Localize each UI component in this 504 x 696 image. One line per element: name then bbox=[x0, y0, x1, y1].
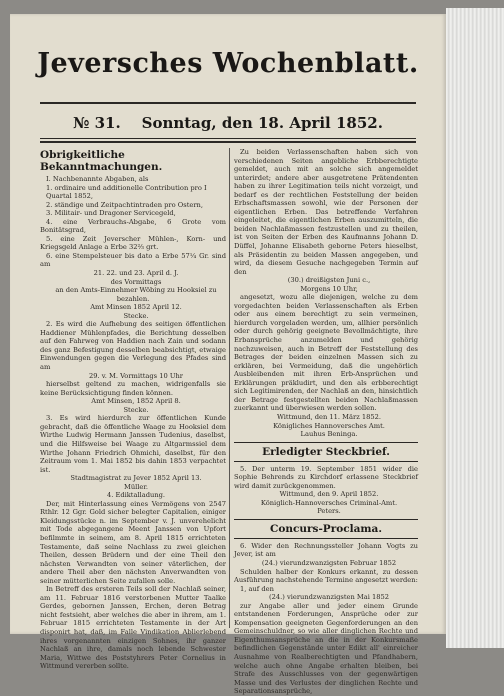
text-paragraph: Wittmund, den 11. März 1852. bbox=[276, 412, 381, 421]
text-paragraph: (24.) vierundzwanzigsten Mai 1852 bbox=[268, 593, 390, 602]
section-rule bbox=[234, 519, 418, 520]
text-paragraph: angesetzt, wozu alle diejenigen, welche zu dem vorgedachten beiden Verlassenschaften als Erben oder aus einem berechtigt zu sein vermeinen, hierdurch vorgeladen werden, um, allhier persönlich oder durch gehörig geeignete Bevollmächtigte, ihre Erbansprüche anzumelden und gehörig nachzuweisen, auch in Betreff der Feststellung des Betrages der beiden einzelnen Massen sich zu erklären, bei Vermeidung, daß die ungehörlich Ausbleibenden mit ihren Erb-Ansprüchen und Erklärungen präkludirt, und den als erbberechtigt sich Legitimirenden, der Nachlaß an den, hinsichtlich der Betrage festgestellten beiden Nachlaßmassen zuerkannt und überwiesen werden sollen. bbox=[234, 293, 418, 413]
text-paragraph: Wittmund, den 9. April 1852. bbox=[279, 490, 379, 499]
newspaper-page bbox=[10, 14, 446, 696]
masthead-rule-top bbox=[40, 102, 416, 104]
text-paragraph: Müller. bbox=[124, 482, 148, 491]
masthead-rule-bottom-2 bbox=[40, 141, 416, 143]
section-rule bbox=[234, 538, 418, 539]
right-column-text-bankruptcy bbox=[234, 542, 418, 696]
section-title-official-notices: Obrigkeitliche Bekanntmachungen. bbox=[40, 149, 163, 173]
text-paragraph: 1. ordinaire und additionelle Contribution pro I bbox=[46, 183, 207, 192]
section-title-bankruptcy-proclamation: Concurs-Proclama. bbox=[269, 522, 382, 535]
section-rule bbox=[234, 461, 418, 462]
text-paragraph: 4. Ediktalladung. bbox=[106, 491, 166, 500]
text-paragraph: 2. Es wird die Aufhebung des seitigen öffentlichen Haddiener Mühlenpfades, die Berichtung desselben auf den Fahrweg von Haddien nach Zain und sodann des ganz Befestigung desselben beabsichtigt, etwaige Einwendungen gegen die Verlegung des Pfades sind am bbox=[40, 320, 226, 372]
text-paragraph: Quartal 1852, bbox=[46, 192, 94, 201]
text-paragraph: Stecke. bbox=[123, 311, 149, 320]
right-column bbox=[234, 148, 418, 696]
column-divider bbox=[229, 148, 230, 628]
section-title-warrant-revoked: Erledigter Steckbrief. bbox=[262, 445, 390, 458]
text-paragraph: 21. 22. und 23. April d. J. bbox=[93, 269, 179, 278]
text-paragraph: 2. ständige und Zeitpachtintraden pro Ostern, bbox=[46, 200, 203, 209]
text-paragraph: zur Angabe aller und jeder einem Grunde entstandenen Forderungen, Ansprüche oder zur Kompensation geeigneten Gegenforderungen an den Gemeinschuldner, so wie aller dinglichen Rechte und Eigenthumsansprüche an die in der Konkursmaße befindlichen Gegenstände unter Edikt all' einreicher Ausnahme von Realberechtigten und Pfandhabern, welche auch ohne Angabe erhalten bleiben, bei Strafe des Ausschlusses von der gegenwärtigen Masse und des Verlustes der dinglichen Rechte und Separationsansprüche, bbox=[234, 601, 418, 696]
text-paragraph: 3. Militair- und Dragoner Servicegeld, bbox=[46, 209, 176, 218]
text-paragraph: Stadtmagistrat zu Jever 1852 April 13. bbox=[70, 474, 202, 483]
left-column-text bbox=[40, 175, 226, 671]
text-paragraph: Stecke. bbox=[123, 405, 149, 414]
text-paragraph: Peters. bbox=[317, 507, 341, 516]
text-paragraph: 5. eine Zeit Jeverscher Mühlen-, Korn- und Kriegsgeld Anlage a Erbe 32⅔ grt. bbox=[40, 234, 226, 252]
masthead-rule-bottom-1 bbox=[40, 138, 416, 139]
text-paragraph: Königliches Hannoversches Amt. bbox=[273, 421, 385, 430]
text-paragraph: Zu beiden Verlassenschaften haben sich von verschiedenen Seiten angebliche Erbberechtigte gemeldet, auch mit an solche sich angemeldet unterirdet; andere aber ausgetretene Prätendenten haben zu ihrer Legitimation teils nicht vorzeigt, und bedarf es der rechtlichen Feststellung der beiden Erbschaftsmassen sowohl, wie der Personen der eigentlichen Erben. Das betreffende Verfahren eingeleitet, die eigentlichen Erben auszumitteln, die beiden Nachlaßmassen festzustellen und zu theilen, ist von Seiten der Erben des Kaufmanns Johann D. Düffel, Johanne Elisabeth geborne Peters hieselbst, als Präsidentin zu beiden Massen angegeben, und wird, da diesem Gesuche nachgegeben Termin auf den bbox=[234, 148, 418, 276]
issue-line bbox=[10, 114, 446, 132]
right-column-text-top bbox=[234, 148, 418, 439]
text-paragraph: des Vormittags bbox=[110, 277, 162, 286]
text-paragraph: an den Amts-Einnehmer Wöbing zu Hooksiel zu bezahlen. bbox=[55, 286, 217, 303]
left-column bbox=[40, 148, 226, 671]
text-paragraph: Schulden halber der Konkurs erkannt, zu dessen Ausführung nachstehende Termine angesetzt werden: bbox=[234, 567, 418, 585]
text-paragraph: In Betreff des ersteren Teils soll der Nachlaß seiner, am 11. Februar 1816 verstorbenen Mutter Taalke Gerdes, gebornen Janssen, Erchen, deren Betrag nicht festsieht, aber welches die aber in ihrem, am 1. Februar 1815 errichteten Testamente in der Art disponirt hat, daß, im Falle Vindikation Ablierlebend ihres vorgenannten einzigen Sohnes, ihr ganzer Nachlaß an ihre, damals noch lebende Schwester Maria, Wittwe des Poststyhrers Peter Cornelius in Wittmund vererben sollte. bbox=[40, 585, 226, 671]
text-paragraph: Königlich-Hannoversches Criminal-Amt. bbox=[260, 498, 398, 507]
text-paragraph: I. Nachbenannte Abgaben, als bbox=[46, 175, 149, 183]
text-paragraph: Lauhus Beninga. bbox=[300, 430, 358, 439]
text-paragraph: hierselbst geltend zu machen, widrigenfalls sie keine Berücksichtigung finden können. bbox=[40, 380, 226, 397]
text-paragraph: 4. eine Verbrauchs-Abgabe, 6 Grote vom Bonitätsgrad, bbox=[40, 217, 226, 235]
text-paragraph: 29. v. M. Vormittags 10 Uhr bbox=[89, 371, 183, 380]
issue-number: № 31. bbox=[73, 114, 121, 132]
text-paragraph: 3. Es wird hierdurch zur öffentlichen Kunde gebracht, daß die öffentliche Waage zu Hooksiel dem Wirthe Ludwig Hermann Janssen Tudenius, daselbst, und die Hilfsweise bei Waage zu Altgarmssiel dem Wirthe Johann Friedrich Ohmichi, daselbst, für den Zeitraum vom 1. Mai 1852 bis dahin 1853 verpachtet ist. bbox=[40, 414, 226, 474]
masthead-title: Jeversches Wochenblatt. bbox=[37, 48, 419, 79]
text-paragraph: 6. eine Stempelsteuer bis dato a Erbe 57¼ Gr. sind am bbox=[40, 251, 226, 269]
text-paragraph: (24.) vierundzwanzigsten Februar 1852 bbox=[261, 558, 397, 567]
text-paragraph: (30.) dreißigsten Juni c., bbox=[287, 276, 371, 285]
text-paragraph: Amt Minsen, 1852 April 8. bbox=[91, 397, 181, 406]
text-paragraph: Amt Minsen 1852 April 12. bbox=[90, 303, 182, 312]
text-paragraph: Morgens 10 Uhr, bbox=[300, 284, 358, 293]
right-column-text-warrant bbox=[234, 465, 418, 516]
issue-date: Sonntag, den 18. April 1852. bbox=[141, 114, 383, 132]
book-page-edges bbox=[446, 8, 504, 648]
section-rule bbox=[234, 442, 418, 443]
text-paragraph: 6. Wider den Rechnungssteller Johann Vogts zu Jever, ist am bbox=[234, 541, 418, 559]
text-paragraph: Der, mit Hinterlassung eines Vermögens von 2547 Rthlr. 12 Ggr. Gold sicher belegter Capitalien, einiger Kleidungsstücke n. im September v. J. unverehelicht mit Tode abgegangene Meent Janssen von Upfort befilmmte in seinem, am 8. April 1815 errichteten Testamente, daß seine Nachlass zu zwei gleichen Theilen, dessen Brüdern und der eine Theil den nächsten Verwandten von seiner väterlichen, der andere Theil aber den nächsten Anverwandten von seiner mütterlichen Seite zufallen solle. bbox=[40, 499, 226, 585]
text-paragraph: 5. Der unterm 19. September 1851 wider die Sophie Behrends zu Kirchdorf erlassene Steckbrief wird damit zurückgenommen. bbox=[234, 464, 418, 490]
text-paragraph: 1, auf den bbox=[240, 584, 274, 593]
